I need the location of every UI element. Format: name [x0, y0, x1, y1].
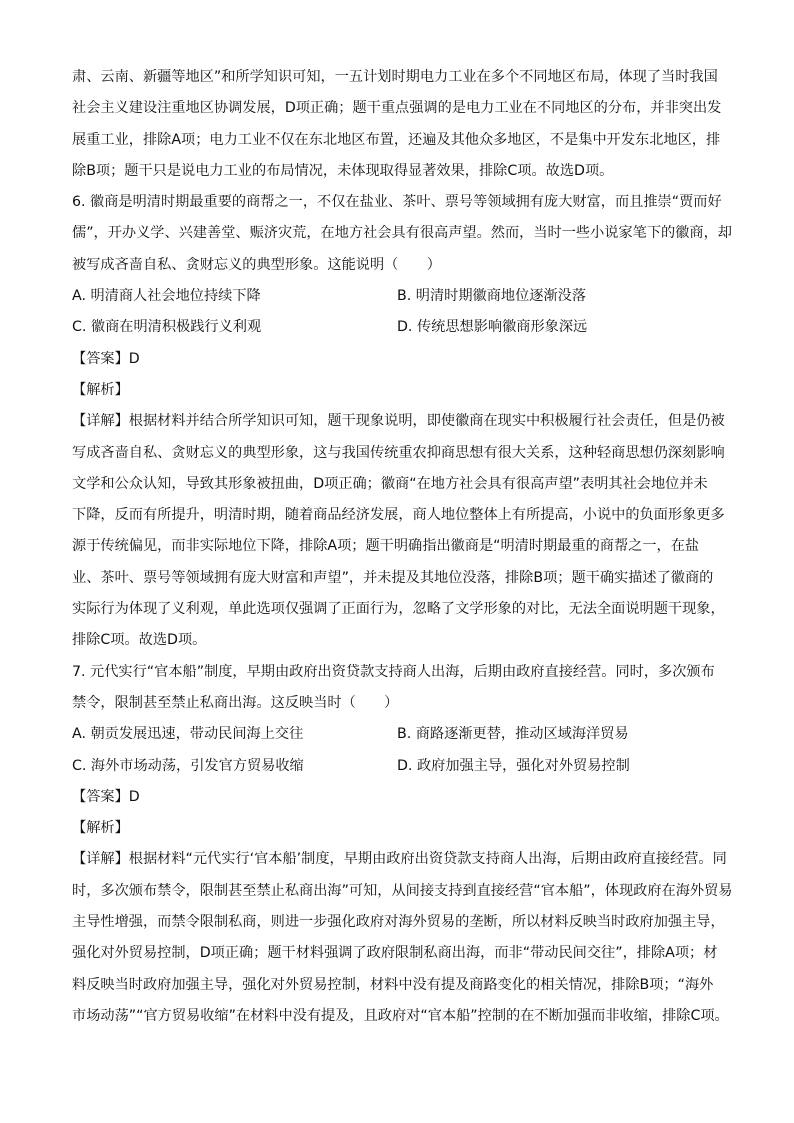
options-row: [72, 312, 724, 343]
option-b: B. 明清时期徽商地位逐渐没落: [397, 288, 587, 305]
question-stem-line: 被写成吝啬自私、贪财忘义的典型形象。这能说明（ ）: [72, 256, 441, 273]
answer-label: 【答案】D: [72, 788, 140, 805]
detail-line: 料反映当时政府加强主导，强化对外贸易控制，材料中没有提及商路变化的相关情况，排除B项；“海外: [72, 976, 714, 993]
detail-line: 市场动荡”“官方贸易收缩”在材料中没有提及，且政府对“官本船”控制的在不断加强而非收缩，排除C项。: [72, 1007, 729, 1024]
option-a: A. 明清商人社会地位持续下降: [72, 288, 261, 305]
option-c: C. 海外市场动荡，引发官方贸易收缩: [72, 757, 304, 774]
text-line: 肃、云南、新疆等地区”和所学知识可知，一五计划时期电力工业在多个不同地区布局，体现了当时我国: [72, 69, 718, 85]
detail-line: 实际行为体现了义利观，单此选项仅强调了正面行为，忽略了文学形象的对比，无法全面说明题干现象，: [72, 601, 725, 618]
options-row: [72, 719, 724, 750]
question-6: [72, 187, 732, 656]
question-stem-line: 7. 元代实行“官本船”制度，早期由政府出资贷款支持商人出海，后期由政府直接经营。同时，多次颁布: [72, 663, 715, 680]
detail-line: 写成吝啬自私、贪财忘义的典型形象，这与我国传统重农抑商思想有很大关系，这种轻商思想仍深刻影响: [72, 444, 725, 461]
option-c: C. 徽商在明清积极践行义利观: [72, 319, 262, 336]
detail-line: 【详解】根据材料并结合所学知识可知，题干现象说明，即使徽商在现实中积极履行社会责任，但是仍被: [72, 413, 725, 430]
option-d: D. 传统思想影响徽商形象深远: [397, 319, 588, 336]
detail-line: 文学和公众认知，导致其形象被扭曲，D项正确；徽商“在地方社会具有很高声望”表明其社会地位并未: [72, 475, 708, 492]
detail-line: 主导性增强，而禁令限制私商，则进一步强化政府对海外贸易的垄断，所以材料反映当时政府加强主导，: [72, 914, 725, 931]
text-line: 社会主义建设注重地区协调发展，D项正确；题干重点强调的是电力工业在不同地区的分布，并非突出发: [72, 100, 722, 117]
options-row: [72, 751, 724, 782]
document-page: [72, 62, 733, 1032]
question-stem-line: 禁令，限制甚至禁止私商出海。这反映当时（ ）: [72, 694, 399, 711]
detail-line: 下降，反而有所提升，明清时期，随着商品经济发展，商人地位整体上有所提高，小说中的负面形象更多: [72, 507, 725, 524]
detail-line: 强化对外贸易控制，D项正确；题干材料强调了政府限制私商出海，而非“带动民间交往”，排除A项；材: [72, 945, 718, 962]
option-d: D. 政府加强主导，强化对外贸易控制: [397, 757, 630, 774]
intro-paragraph: [72, 62, 724, 187]
text-line: 展重工业，排除A项；电力工业不仅在东北地区布置，还遍及其他众多地区，不是集中开发东北地区，排: [72, 131, 721, 148]
answer-label: 【答案】D: [72, 350, 140, 367]
detail-line: 业、茶叶、票号等领域拥有庞大财富和声望”，并未提及其地位没落，排除B项；题干确实描述了徽商的: [72, 569, 714, 586]
detail-line: 源于传统偏见，而非实际地位下降，排除A项；题干明确指出徽商是“明清时期最重的商帮之一，在盐: [72, 538, 700, 555]
analysis-label: 【解析】: [72, 820, 129, 837]
text-line: 除B项；题干只是说电力工业的布局情况，未体现取得显著效果，排除C项。故选D项。: [72, 162, 614, 179]
question-7: [72, 657, 733, 1033]
detail-line: 【详解】根据材料“元代实行‘官本船’制度，早期由政府出资贷款支持商人出海，后期由政府直接经营。同: [72, 851, 727, 868]
option-b: B. 商路逐渐更替，推动区域海洋贸易: [397, 726, 629, 743]
question-stem-line: 6. 徽商是明清时期最重要的商帮之一，不仅在盐业、茶叶、票号等领域拥有庞大财富，而且推崇“贾而好: [72, 194, 722, 211]
detail-line: 排除C项。故选D项。: [72, 632, 207, 649]
question-stem-line: 儒”，开办义学、兴建善堂、赈济灾荒，在地方社会具有很高声望。然而，当时一些小说家笔下的徽商，却: [72, 225, 732, 242]
detail-line: 时，多次颁布禁令，限制甚至禁止私商出海”可知，从间接支持到直接经营“官本船”，体现政府在海外贸易: [72, 882, 733, 899]
analysis-label: 【解析】: [72, 381, 129, 398]
options-row: [72, 281, 724, 312]
option-a: A. 朝贡发展迅速，带动民间海上交往: [72, 726, 304, 743]
